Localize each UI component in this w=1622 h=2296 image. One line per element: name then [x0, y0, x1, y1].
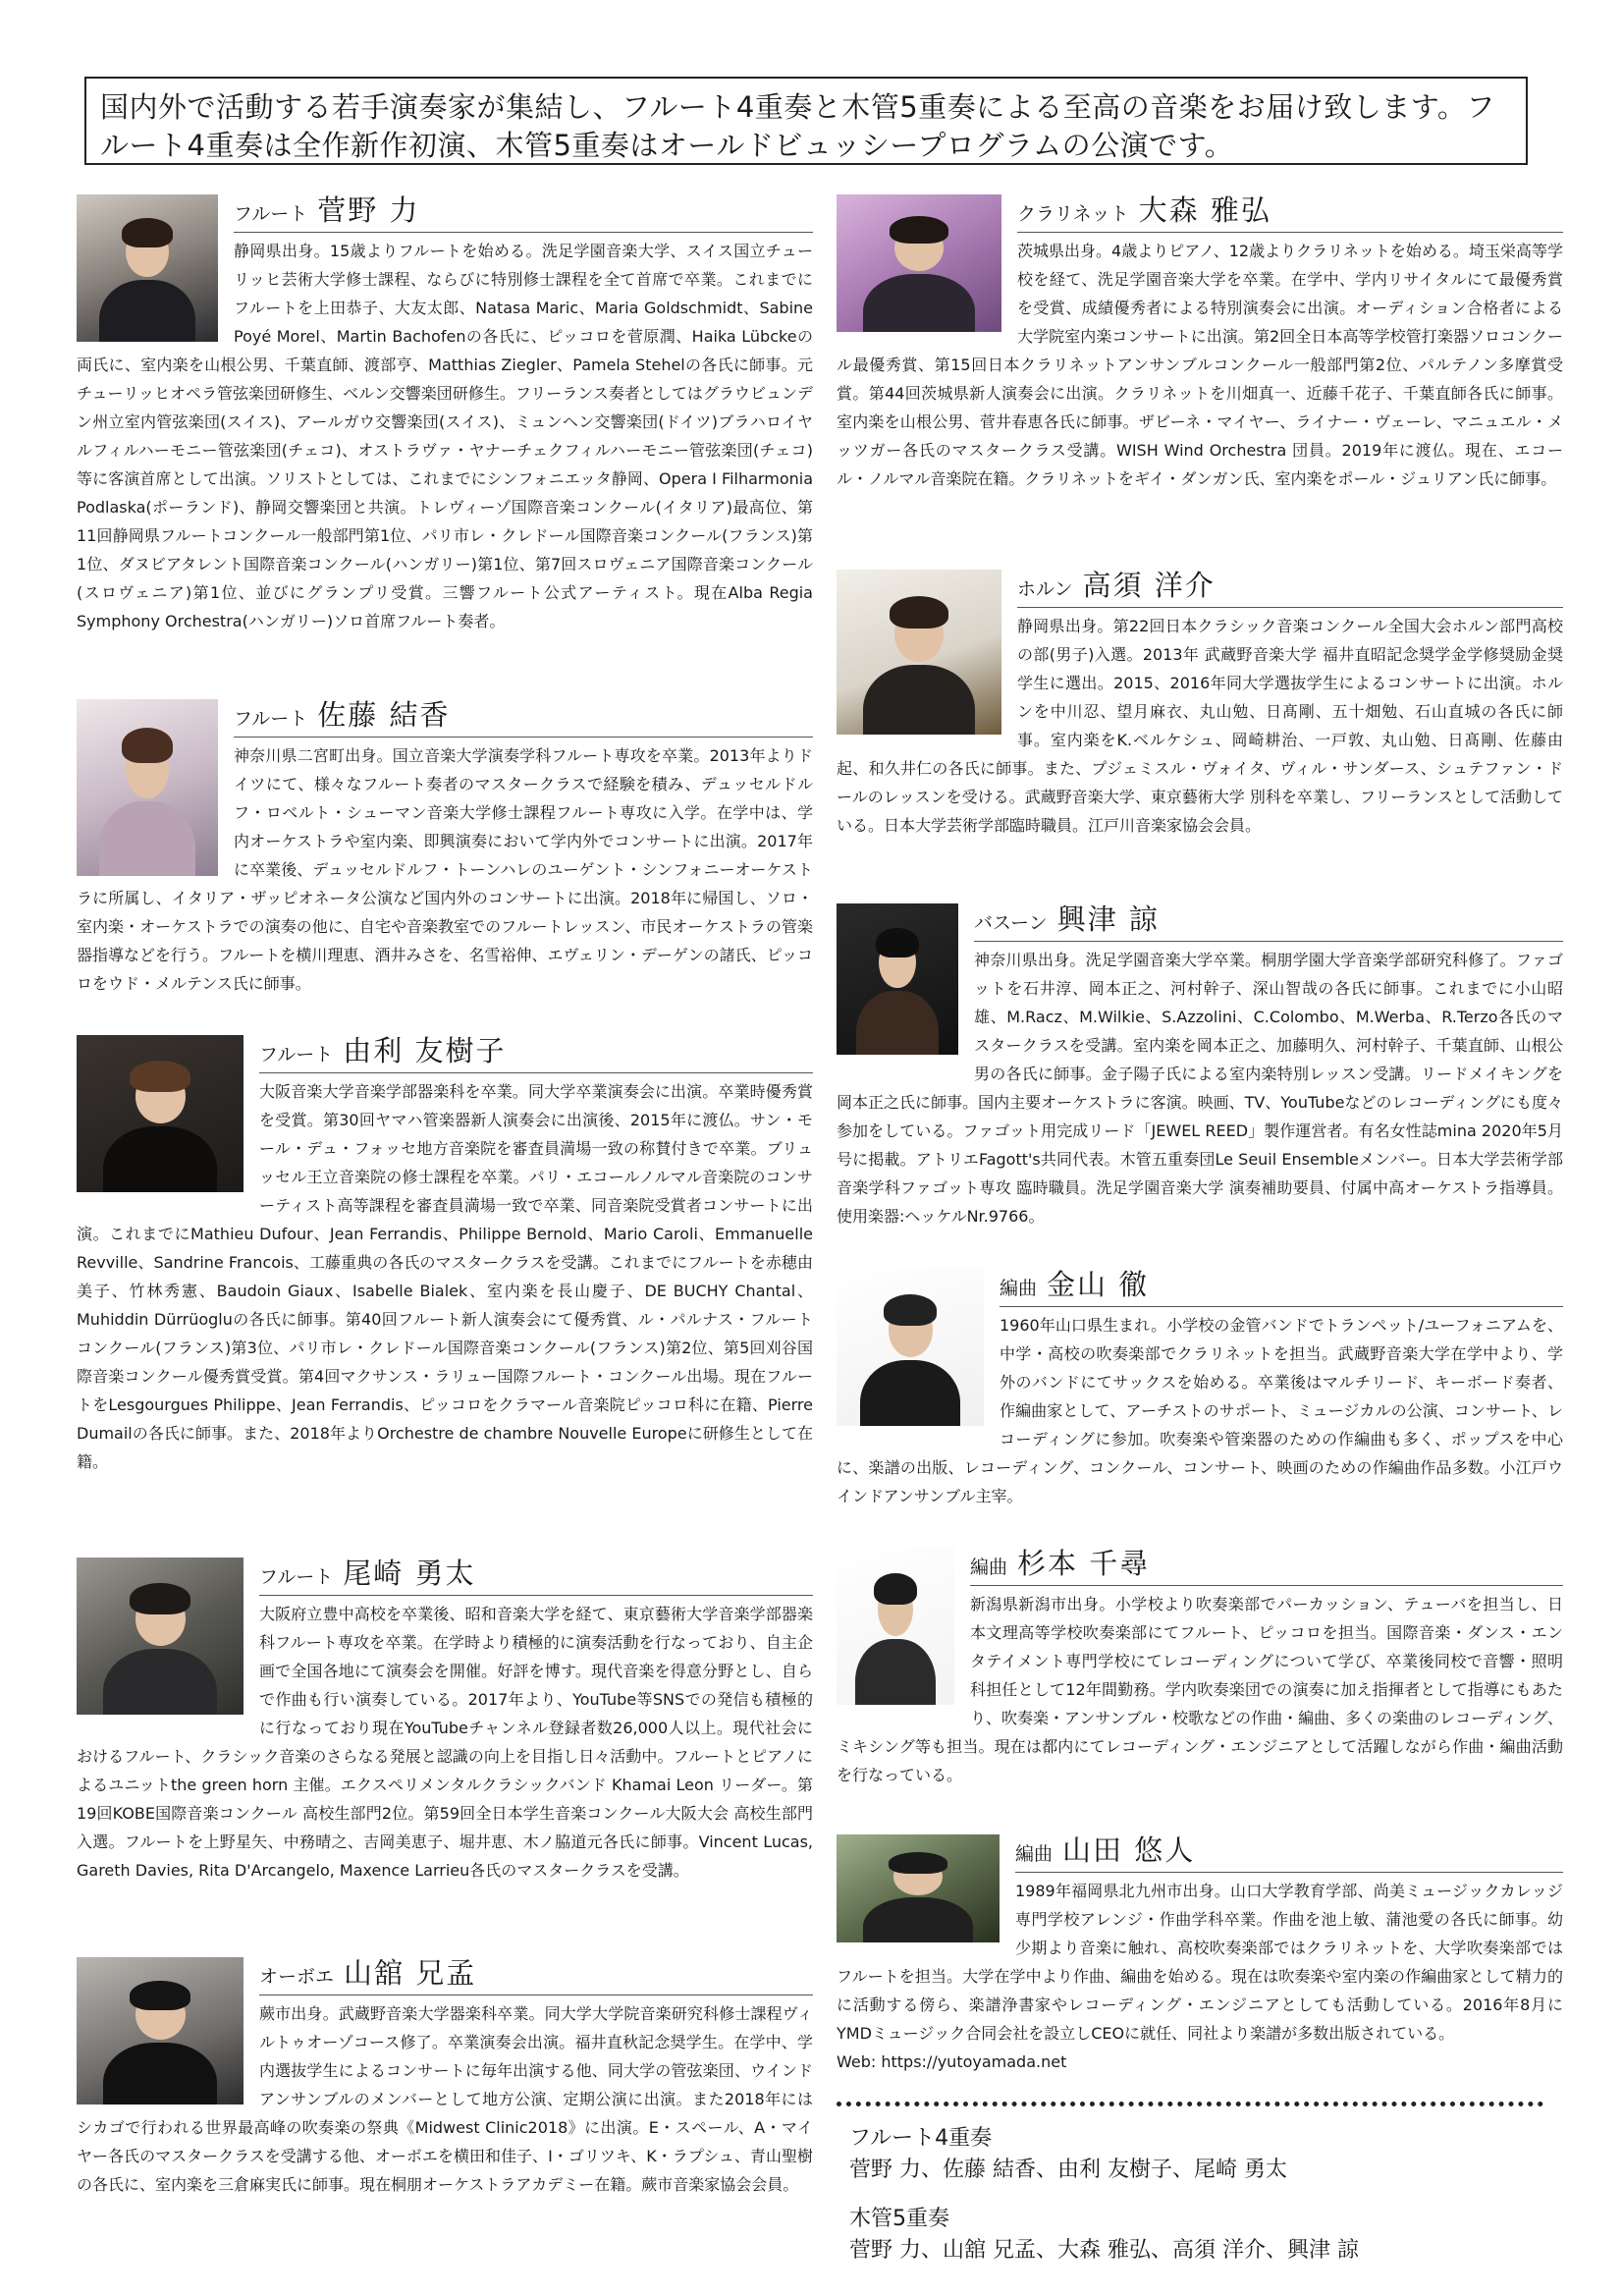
- performer-name: 由利 友樹子: [343, 1034, 507, 1067]
- instrument-label: フルート: [259, 1566, 334, 1588]
- name-line: [234, 187, 813, 233]
- performer-name: 尾崎 勇太: [343, 1557, 476, 1590]
- ensemble-title: 木管5重奏: [849, 2207, 949, 2231]
- dotted-divider: [837, 2102, 1543, 2106]
- portrait-photo: [837, 194, 1001, 332]
- portrait-photo: [77, 1035, 243, 1192]
- instrument-label: フルート: [234, 203, 308, 225]
- name-line: [970, 1540, 1563, 1586]
- intro-box: 国内外で活動する若手演奏家が集結し、フルート4重奏と木管5重奏による至高の音楽をお届け致します。フルート4重奏は全作新作初演、木管5重奏はオールドビュッシープログラムの公演です。: [84, 77, 1528, 165]
- performer-name: 山田 悠人: [1062, 1833, 1196, 1867]
- instrument-label: バスーン: [974, 912, 1048, 934]
- performer-name: 興津 諒: [1056, 902, 1160, 936]
- name-line: [234, 691, 813, 738]
- instrument-label: オーボエ: [259, 1966, 335, 1988]
- bio-sugano: [77, 187, 813, 670]
- ensemble-lineups: [849, 2123, 1537, 2284]
- bio-kanayama: [837, 1261, 1563, 1518]
- portrait-photo: [77, 1957, 243, 2105]
- bio-takasu: [837, 562, 1563, 874]
- bio-text: 蕨市出身。武蔵野音楽大学器楽科卒業。同大学大学院音楽研究科修士課程ヴィルトゥオーゾコース修了。卒業演奏会出演。福井直秋記念奨学生。在学中、学内選抜学生によるコンサートに毎年出演する他、同大学の管弦楽団、ウインドアンサンブルのメンバーとして地方公演、定期公演に出演。また2018年にはシカゴで行われる世界最高峰の吹奏楽の祭典《Midwest Clinic2018》に出演。E・スペール、A・マイヤー各氏のマスタークラスを受講する他、オーボエを横田和佳子、I・ゴリツキ、K・ラプシュ、青山聖樹の各氏に、室内楽を三倉麻実氏に師事。現在桐朋オーケストラアカデミー在籍。蕨市音楽家協会会員。: [77, 2004, 813, 2194]
- portrait-photo: [77, 194, 218, 342]
- name-line: [259, 1949, 813, 1995]
- instrument-label: ホルン: [1017, 578, 1073, 600]
- bio-okitsu: [837, 896, 1563, 1239]
- name-line: [974, 896, 1563, 942]
- performer-name: 山舘 兄孟: [344, 1956, 477, 1990]
- bio-text: 神奈川県二宮町出身。国立音楽大学演奏学科フルート専攻を卒業。2013年よりドイツにて、様々なフルート奏者のマスタークラスで経験を積み、デュッセルドルフ・ロベルト・シューマン音楽大学修士課程フルート専攻に入学。在学中は、学内オーケストラや室内楽、即興演奏において学内外でコンサートに出演。2017年に卒業後、デュッセルドルフ・トーンハレのユーゲント・シンフォニーオーケストラに所属し、イタリア・ザッピオネータ公演など国内外のコンサートに出演。2018年に帰国し、ソロ・室内楽・オーケストラでの演奏の他に、自宅や音楽教室でのフルートレッスン、市民オーケストラの管楽器指導などを行う。フルートを横川理恵、酒井みさを、名雪裕伸、エヴェリン・デーゲンの諸氏、ピッコロをウド・メルテンス氏に師事。: [77, 746, 813, 993]
- bio-sato: [77, 691, 813, 1006]
- name-line: [1017, 187, 1563, 233]
- instrument-label: フルート: [234, 708, 308, 730]
- bio-yamadate: [77, 1949, 813, 2224]
- bio-text: 茨城県出身。4歳よりピアノ、12歳よりクラリネットを始める。埼玉栄高等学校を経て、洗足学園音楽大学を卒業。在学中、学内リサイタルにて最優秀賞を受賞、成績優秀者による特別演奏会に出演。オーディション合格者による大学院室内楽コンサートに出演。第2回全日本高等学校管打楽器ソロコンクール最優秀賞、第15回日本クラリネットアンサンブルコンクール一般部門第2位、パルテノン多摩賞受賞。第44回茨城県新人演奏会に出演。クラリネットを川畑真一、近藤千花子、千葉直師各氏に師事。室内楽を山根公男、菅井春恵各氏に師事。ザビーネ・マイヤー、ライナー・ヴェーレ、マニュエル・メッツガー各氏のマスタークラス受講。WISH Wind Orchestra 団員。2019年に渡仏。現在、エコール・ノルマル音楽院在籍。クラリネットをギイ・ダンガン氏、室内楽をポール・ジュリアン氏に師事。: [837, 242, 1563, 488]
- bio-text: 神奈川県出身。洗足学園音楽大学卒業。桐朋学園大学音楽学部研究科修了。ファゴットを石井淳、岡本正之、河村幹子、深山智哉の各氏に師事。これまでに小山昭雄、M.Racz、M.Wilkie、S.Azzolini、C.Colombo、M.Werba、R.Terzo各氏のマスタークラスを受講。室内楽を岡本正之、加藤明久、河村幹子、千葉直師、山根公男の各氏に師事。金子陽子氏による室内楽特別レッスン受講。リードメイキングを岡本正之氏に師事。国内主要オーケストラに客演。映画、TV、YouTubeなどのレコーディングにも度々参加をしている。ファゴット用完成リード「JEWEL REED」製作運営者。有名女性誌mina 2020年5月号に掲載。アトリエFagott's共同代表。木管五重奏団Le Seuil Ensembleメンバー。日本大学芸術学部音楽学科ファゴット専攻 臨時職員。洗足学園音楽大学 演奏補助要員、付属中高オーケストラ指導員。使用楽器:ヘッケルNr.9766。: [837, 951, 1563, 1226]
- bio-text: 新潟県新潟市出身。小学校より吹奏楽部でパーカッション、テューバを担当し、日本文理高等学校吹奏楽部にてフルート、ピッコロを担当。国際音楽・ダンス・エンタテイメント専門学校にてレコーディングについて学び、卒業後同校で音響・照明科担任として12年間勤務。学内吹奏楽団での演奏に加え指揮者として指導にもあたり、吹奏楽・アンサンブル・校歌などの作曲・編曲、多くの楽曲のレコーディング、ミキシング等も担当。現在は都内にてレコーディング・エンジニアとして活躍しながら作曲・編曲活動を行なっている。: [837, 1595, 1563, 1784]
- instrument-label: 編曲: [1015, 1843, 1054, 1865]
- instrument-label: 編曲: [1000, 1278, 1038, 1299]
- performer-name: 高須 洋介: [1082, 569, 1216, 602]
- bio-text: 静岡県出身。第22回日本クラシック音楽コンクール全国大会ホルン部門高校の部(男子)入選。2013年 武蔵野音楽大学 福井直昭記念奨学金学修奨励金奨学生に選出。2015、2016年同大学選抜学生によるコンサートに出演。ホルンを中川忍、望月麻衣、丸山勉、日髙剛、五十畑勉、石山直城の各氏に師事。室内楽をK.ベルケシュ、岡崎耕治、一戸敦、丸山勉、日髙剛、佐藤由起、和久井仁の各氏に師事。また、プジェミスル・ヴォイタ、ヴィル・サンダース、シュテファン・ドールのレッスンを受ける。武蔵野音楽大学、東京藝術大学 別科を卒業し、フリーランスとして活動している。日本大学芸術学部臨時職員。江戸川音楽家協会会員。: [837, 617, 1563, 835]
- portrait-photo: [837, 1269, 984, 1426]
- name-line: [259, 1550, 813, 1596]
- performer-name: 菅野 力: [317, 193, 420, 227]
- name-line: [1017, 562, 1563, 608]
- bio-yamada: [837, 1827, 1563, 2121]
- portrait-photo: [837, 1548, 954, 1705]
- name-line: [259, 1027, 813, 1073]
- portrait-photo: [837, 1834, 1000, 1942]
- portrait-photo: [837, 903, 958, 1055]
- bio-ozaki: [77, 1550, 813, 1928]
- bio-text: 大阪音楽大学音楽学部器楽科を卒業。同大学卒業演奏会に出演。卒業時優秀賞を受賞。第30回ヤマハ管楽器新人演奏会に出演後、2015年に渡仏。サン・モール・デュ・フォッセ地方音楽院を審査員満場一致の称賛付きで卒業。ブリュッセル王立音楽院の修士課程を卒業。パリ・エコールノルマル音楽院のコンサーティスト高等課程を審査員満場一致で卒業、同音楽院受賞者コンサートに出演。これまでにMathieu Dufour、Jean Ferrandis、Philippe Bernold、Mario Caroli、Emmanuelle Revville、Sandrine Francois、工藤重典の各氏のマスタークラスを受講。これまでにフルートを赤穂由美子、竹林秀憲、Baudoin Giaux、Isabelle Bialek、室内楽を長山慶子、DE BUCHY Chantal、Muhiddin Dürrüogluの各氏に師事。第40回フルート新人演奏会にて優秀賞、ル・パルナス・フルートコンクール(フランス)第3位、パリ市レ・クレドール国際音楽コンクール(フランス)第2位、第5回刈谷国際音楽コンクール優秀賞受賞。第4回マクサンス・ラリュー国際フルート・コンクール出場。現在フルートをLesgourgues Philippe、Jean Ferrandis、ピッコロをクラマール音楽院ピッコロ科に在籍、Pierre Dumailの各氏に師事。また、2018年よりOrchestre de chambre Nouvelle Europeに研修生として在籍。: [77, 1082, 813, 1471]
- bio-yuri: [77, 1027, 813, 1528]
- name-line: [1015, 1827, 1563, 1873]
- ensemble-members: 菅野 力、佐藤 結香、由利 友樹子、尾崎 勇太: [849, 2158, 1287, 2182]
- ensemble-title: フルート4重奏: [849, 2126, 993, 2151]
- right-column: [837, 187, 1563, 2143]
- instrument-label: 編曲: [970, 1557, 1008, 1578]
- portrait-photo: [77, 1558, 243, 1715]
- website-link[interactable]: Web: https://yutoyamada.net: [837, 2052, 1067, 2071]
- bio-omori: [837, 187, 1563, 540]
- performer-name: 佐藤 結香: [317, 698, 451, 732]
- performer-name: 金山 徹: [1047, 1268, 1150, 1301]
- left-column: [77, 187, 813, 2246]
- bio-text: 1960年山口県生まれ。小学校の金管バンドでトランペット/ユーフォニアムを、中学・高校の吹奏楽部でクラリネットを担当。武蔵野音楽大学在学中より、学外のバンドにてサックスを始める。卒業後はマルチリード、キーボード奏者、作編曲家として、アーチストのサポート、ミュージカルの公演、コンサート、レコーディングに参加。吹奏楽や管楽器のための作編曲も多く、ポップスを中心に、楽譜の出版、レコーディング、コンクール、コンサート、映画のための作編曲作品多数。小江戸ウインドアンサンブル主宰。: [837, 1316, 1563, 1505]
- portrait-photo: [837, 570, 1001, 735]
- bio-text: 静岡県出身。15歳よりフルートを始める。洗足学園音楽大学、スイス国立チューリッヒ芸術大学修士課程、ならびに特別修士課程を全て首席で卒業。これまでにフルートを上田恭子、大友太郎、Natasa Maric、Maria Goldschmidt、Sabine Poyé Morel、Martin Bachofenの各氏に、ピッコロを菅原潤、Haika Lübckeの両氏に、室内楽を山根公男、千葉直師、渡部亨、Matthias Ziegler、Pamela Stehelの各氏に師事。元チューリッヒオペラ管弦楽団研修生、ベルン交響楽団研修生。フリーランス奏者としてはグラウビュンデン州立室内管弦楽団(スイス)、アールガウ交響楽団(スイス)、ミュンヘン交響楽団(ドイツ)ブラハロイヤルフィルハーモニー管弦楽団(チェコ)、オストラヴァ・ヤナーチェクフィルハーモニー管弦楽団(チェコ)等に客演首席として出演。ソリストとしては、これまでにシンフォニエッタ静岡、Opera I Filharmonia Podlaska(ポーランド)、静岡交響楽団と共演。トレヴィーゾ国際音楽コンクール(イタリア)最高位、第11回静岡県フルートコンクール一般部門第1位、パリ市レ・クレドール国際音楽コンクール(フランス)第1位、ダヌビアタレント国際音楽コンクール(ハンガリー)第1位、第7回スロヴェニア国際音楽コンクール(スロヴェニア)第1位、並びにグランプリ受賞。三響フルート公式アーティスト。現在Alba Regia Symphony Orchestra(ハンガリー)ソロ首席フルート奏者。: [77, 242, 813, 630]
- bio-sugimoto: [837, 1540, 1563, 1805]
- performer-name: 杉本 千尋: [1017, 1547, 1151, 1580]
- ensemble-members: 菅野 力、山舘 兄孟、大森 雅弘、高須 洋介、興津 諒: [849, 2238, 1359, 2263]
- instrument-label: クラリネット: [1017, 203, 1129, 225]
- name-line: [1000, 1261, 1563, 1307]
- portrait-photo: [77, 699, 218, 876]
- performer-name: 大森 雅弘: [1138, 193, 1271, 227]
- bio-text: 1989年福岡県北九州市出身。山口大学教育学部、尚美ミュージックカレッジ専門学校アレンジ・作曲学科卒業。作曲を池上敏、蒲池愛の各氏に師事。幼少期より音楽に触れ、高校吹奏楽部ではクラリネットを、大学吹奏楽部ではフルートを担当。大学在学中より作曲、編曲を始める。現在は吹奏楽や室内楽の作編曲家として精力的に活動する傍ら、楽譜浄書家やレコーディング・エンジニアとしても活動している。2016年8月にYMDミュージック合同会社を設立しCEOに就任、同社より楽譜が多数出版されている。: [837, 1882, 1563, 2043]
- instrument-label: フルート: [259, 1044, 334, 1066]
- bio-text: 大阪府立豊中高校を卒業後、昭和音楽大学を経て、東京藝術大学音楽学部器楽科フルート専攻を卒業。在学時より積極的に演奏活動を行なっており、自主企画で全国各地にて演奏会を開催。好評を博す。現代音楽を得意分野とし、自らで作曲も行い演奏している。2017年より、YouTube等SNSでの発信も積極的に行なっており現在YouTubeチャンネル登録者数26,000人以上。現代社会におけるフルート、クラシック音楽のさらなる発展と認識の向上を目指し日々活動中。フルートとピアノによるユニットthe green horn 主催。エクスペリメンタルクラシックバンド Khamai Leon リーダー。第19回KOBE国際音楽コンクール 高校生部門2位。第59回全日本学生音楽コンクール大阪大会 高校生部門入選。フルートを上野星矢、中務晴之、吉岡美恵子、堀井恵、木ノ脇道元各氏に師事。Vincent Lucas, Gareth Davies, Rita D'Arcangelo, Maxence Larrieu各氏のマスタークラスを受講。: [77, 1605, 813, 1880]
